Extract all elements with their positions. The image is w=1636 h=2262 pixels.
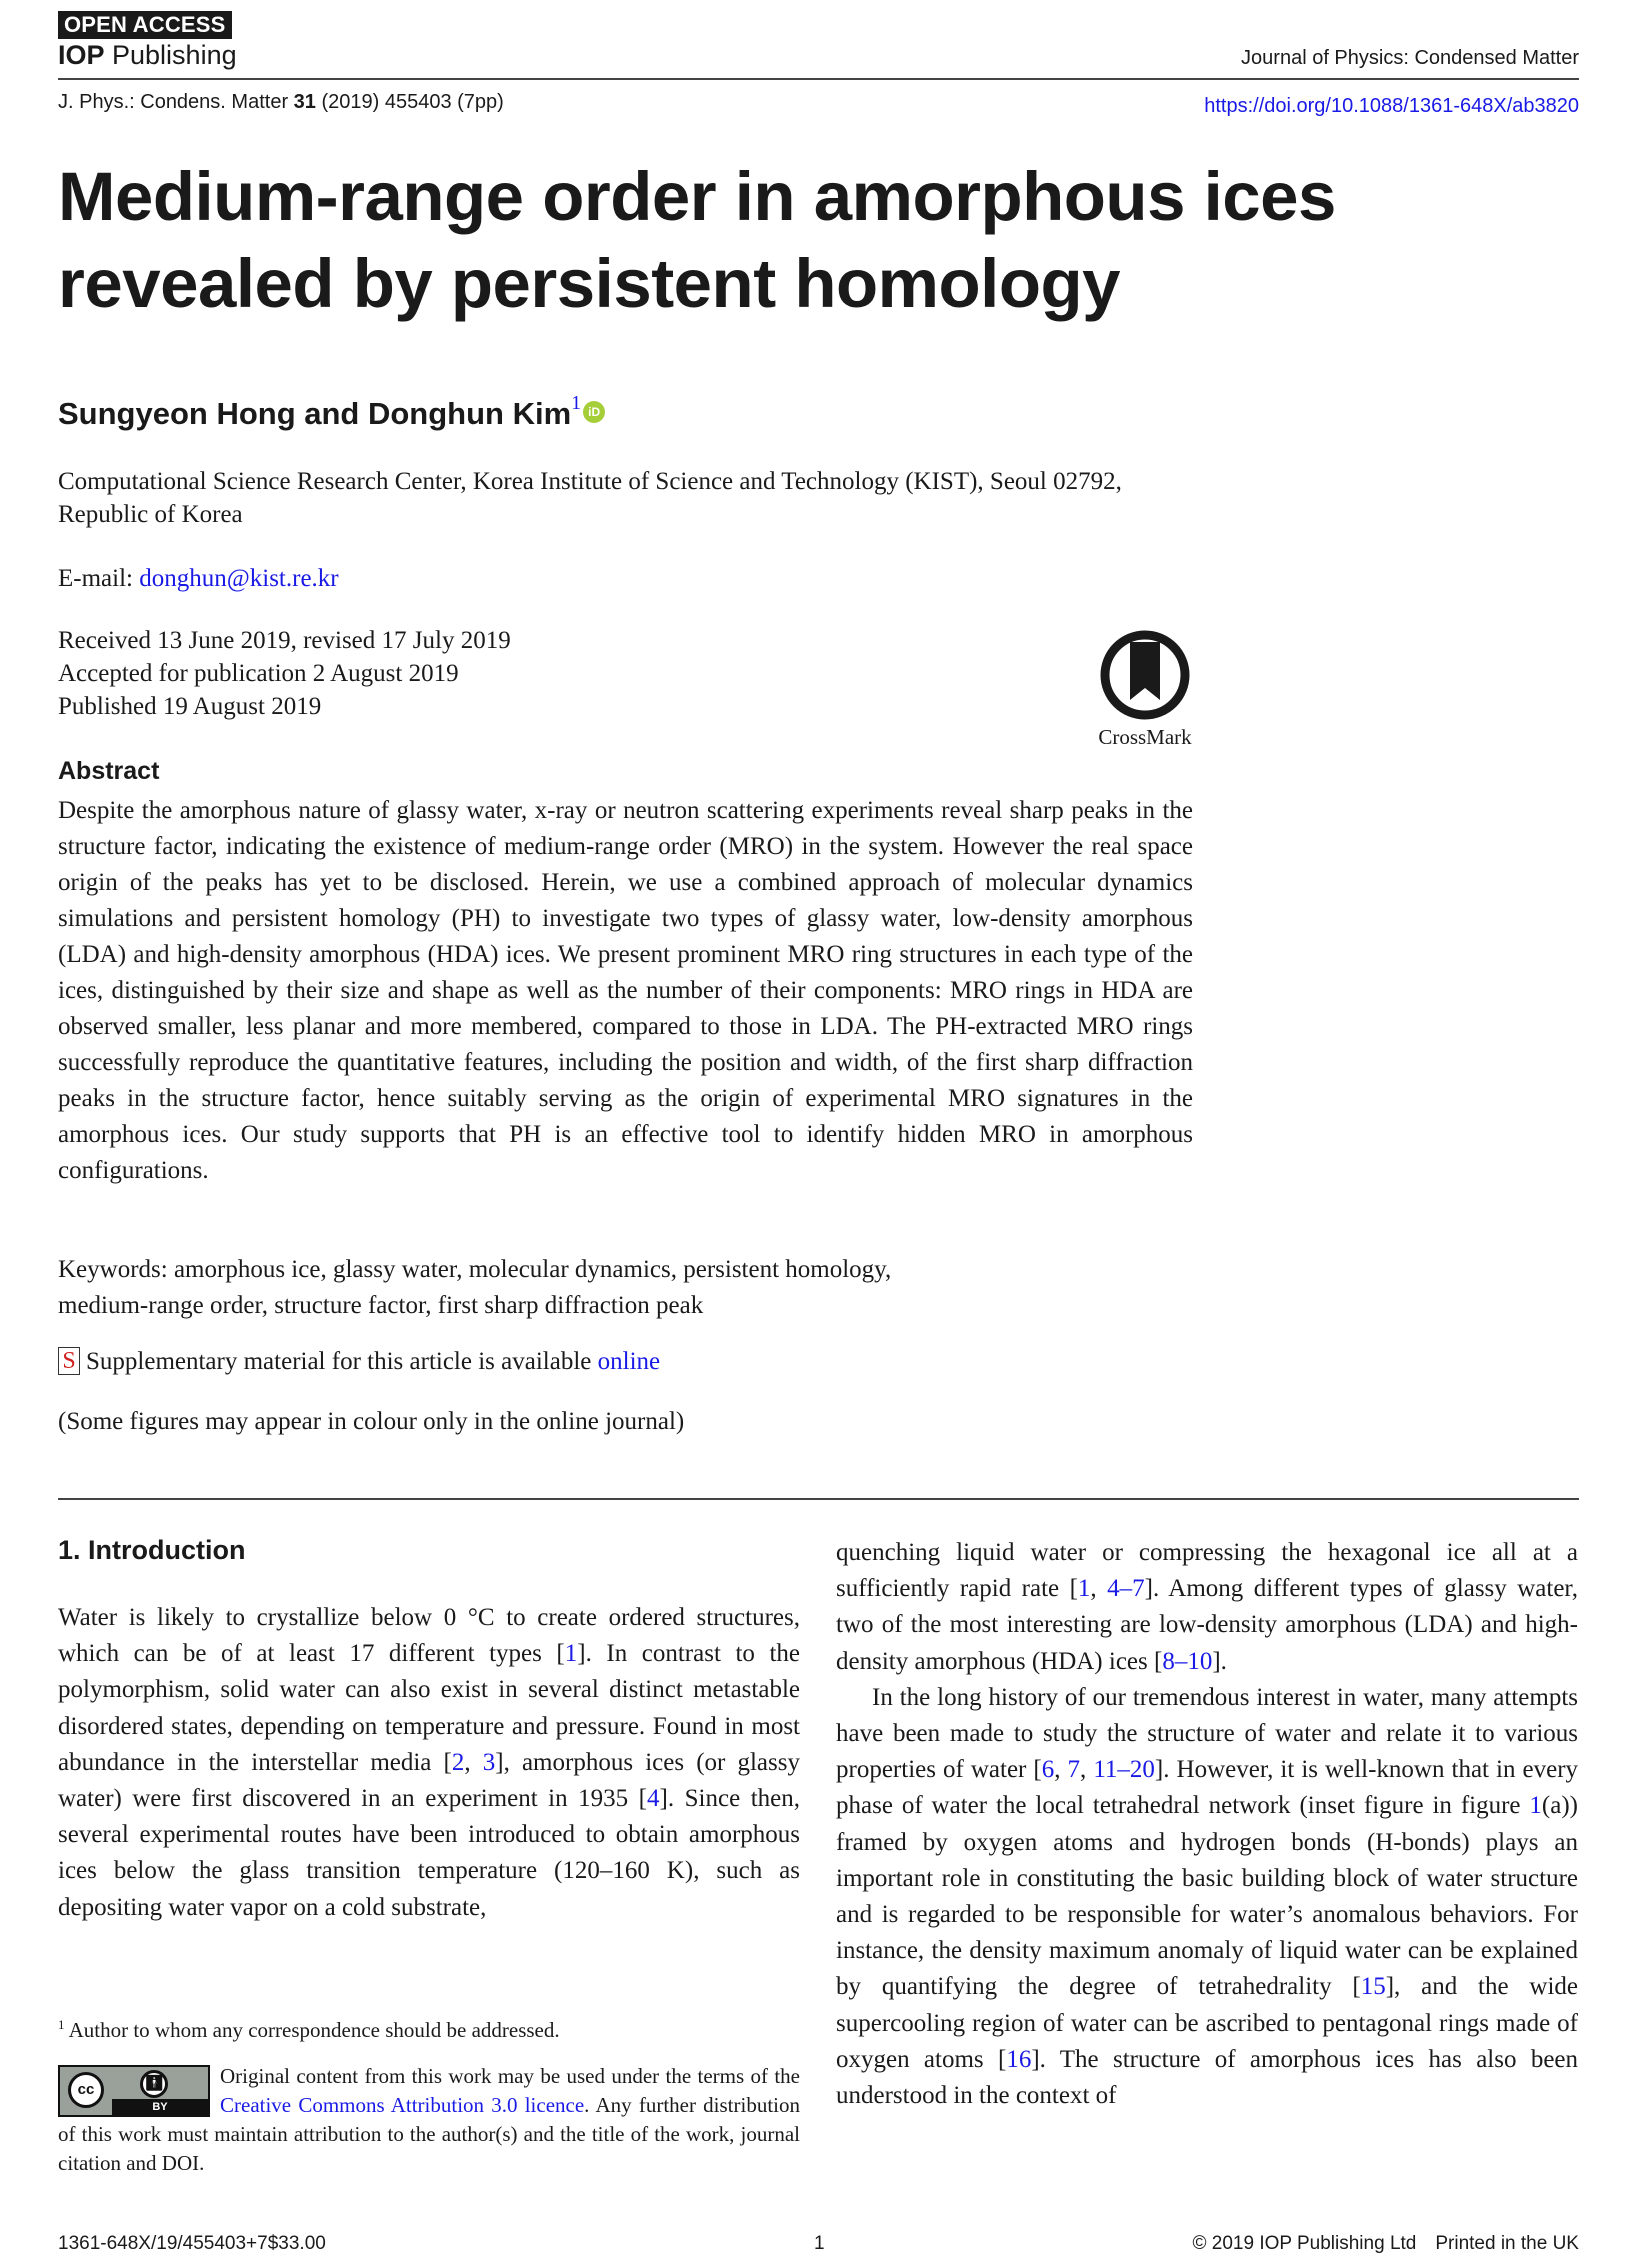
email-link[interactable]: donghun@kist.re.kr <box>139 565 339 592</box>
title-line: revealed by persistent homology <box>58 245 1120 322</box>
license-text-post: . Any further distribution of this work must maintain attribution to the author(s) and the title of the work, journal citation and DOI. <box>58 2093 801 2175</box>
cc-by-logo[interactable] <box>58 2065 210 2117</box>
published-date: Published 19 August 2019 <box>58 693 322 720</box>
reference-link[interactable]: 15 <box>1360 1973 1386 2001</box>
keywords <box>58 1252 1193 1324</box>
footnote-text: Author to whom any correspondence should be addressed. <box>64 2018 560 2042</box>
intro-left-column: Water is likely to crystallize below 0 °C to create ordered structures, which can be of at least 17 different types [1]. In contrast to the polymorphism, solid water can also exist in several distinct metastable disordered states, depending on temperature and pressure. Found in most abundance in the interstellar media [2, 3], amorphous ices (or glassy water) were first discovered in an experiment in 1935 [4]. Since then, several experimental routes have been introduced to obtain amorphous ices below the glass transition temperature (120–160 K), such as depositing water vapor on a cold substrate, <box>58 1604 800 1921</box>
keywords-line: Keywords: amorphous ice, glassy water, molecular dynamics, persistent homology, <box>58 1256 892 1283</box>
publisher-logo-rest: Publishing <box>104 40 237 70</box>
intro-paragraph: In the long history of our tremendous interest in water, many attempts have been made to study the structure of water and relate it to various properties of water [6, 7, 11–20]. However, it is well-known that in every phase of water the local tetrahedral network (inset figure in figure 1(a)) framed by oxygen atoms and hydrogen bonds (H-bonds) plays an important role in constituting the basic building block of water structure and is regarded to be responsible for water’s anomalous behaviors. For instance, the density maximum anomaly of liquid water can be explained by quantifying the degree of tetrahedrality [15], and the wide supercooling region of water can be ascribed to pentagonal rings made of oxygen atoms [16]. The structure of amorphous ices has also been understood in the context of <box>836 1683 1579 2110</box>
publisher-logo <box>58 40 237 71</box>
crossmark-label: CrossMark <box>1098 725 1192 749</box>
reference-link[interactable]: 1 <box>1529 1792 1542 1820</box>
author-footnote-mark[interactable]: 1 <box>571 392 582 414</box>
reference-link[interactable]: 1 <box>564 1640 578 1668</box>
journal-name: Journal of Physics: Condensed Matter <box>1241 47 1579 69</box>
correspondence-footnote <box>58 2017 560 2043</box>
reference-link[interactable]: 3 <box>482 1748 496 1776</box>
publication-dates <box>58 624 511 723</box>
email-line <box>58 562 339 595</box>
publisher-logo-bold: IOP <box>58 40 105 70</box>
license-link[interactable]: Creative Commons Attribution 3.0 licence <box>220 2093 585 2117</box>
article-title <box>58 153 1558 327</box>
supplementary-text: Supplementary material for this article is available <box>86 1348 598 1375</box>
affiliation-line: Computational Science Research Center, Korea Institute of Science and Technology (KIST), Seoul 02792, <box>58 468 1122 495</box>
page-number: 1 <box>814 2233 825 2254</box>
colour-note: (Some figures may appear in colour only in the online journal) <box>58 1408 685 1435</box>
affiliation <box>58 465 1258 531</box>
journal-citation <box>58 91 504 114</box>
cc-icon: cc <box>68 2072 104 2108</box>
reference-link[interactable]: 16 <box>1006 2045 1032 2073</box>
footer-code: 1361-648X/19/455403+7$33.00 <box>58 2233 326 2254</box>
intro-paragraph: quenching liquid water or compressing the hexagonal ice all at a sufficiently rapid rate [1, 4–7]. Among different types of glassy water, two of the most interesting are low-density amorphous (LDA) and high-density amorphous (HDA) ices [8–10]. <box>836 1539 1579 1675</box>
author-names: Sungyeon Hong and Donghun Kim <box>58 396 572 431</box>
reference-link[interactable]: 6 <box>1041 1756 1055 1784</box>
body-divider <box>58 1498 1579 1500</box>
by-label: BY <box>112 2099 208 2115</box>
received-date: Received 13 June 2019, revised 17 July 2019 <box>58 627 511 654</box>
reference-link[interactable]: 4–7 <box>1107 1575 1145 1603</box>
reference-link[interactable]: 4 <box>647 1785 660 1813</box>
abstract-text: Despite the amorphous nature of glassy water, x-ray or neutron scattering experiments reveal sharp peaks in the structure factor, indicating the existence of medium-range order (MRO) in the system. However the real space origin of the peaks has yet to be disclosed. Herein, we use a combined approach of molecular dynamics simulations and persistent homology (PH) to investigate two types of glassy water, low-density amorphous (LDA) and high-density amorphous (HDA) ices. We present prominent MRO ring structures in each type of the ices, distinguished by their size and shape as well as the number of their components: MRO rings in HDA are observed smaller, less planar and more membered, compared to those in LDA. The PH-extracted MRO rings successfully reproduce the quantitative features, including the position and width, of the first sharp diffraction peaks in the structure factor, hence suitably serving as the origin of experimental MRO signatures in the amorphous ices. Our study supports that PH is an effective tool to identify hidden MRO in amorphous configurations. <box>58 797 1193 1184</box>
citation-suffix: (2019) 455403 (7pp) <box>315 91 504 113</box>
orcid-icon[interactable]: iD <box>583 401 605 423</box>
author-list <box>58 392 605 432</box>
reference-link[interactable]: 1 <box>1077 1575 1091 1603</box>
title-line: Medium-range order in amorphous ices <box>58 158 1336 235</box>
accepted-date: Accepted for publication 2 August 2019 <box>58 660 459 687</box>
reference-link[interactable]: 11–20 <box>1093 1756 1155 1784</box>
footnote-mark: 1 <box>58 2017 65 2032</box>
intro-right-column <box>836 1535 1578 2114</box>
license-text-pre: Original content from this work may be used under the terms of the <box>220 2064 800 2088</box>
abstract-heading: Abstract <box>58 757 160 785</box>
supplementary-link[interactable]: online <box>597 1348 661 1375</box>
reference-link[interactable]: 7 <box>1067 1756 1081 1784</box>
section-heading-introduction: 1. Introduction <box>58 1535 246 1565</box>
footer-copyright: © 2019 IOP Publishing Ltd Printed in the UK <box>1192 2233 1579 2254</box>
doi-link[interactable]: https://doi.org/10.1088/1361-648X/ab3820 <box>1204 95 1579 117</box>
crossmark-icon <box>1100 630 1190 720</box>
reference-link[interactable]: 8–10 <box>1162 1647 1213 1675</box>
crossmark-button[interactable] <box>1090 630 1200 750</box>
supplementary-note <box>58 1348 660 1377</box>
header-divider <box>58 78 1579 80</box>
supplementary-icon: S <box>58 1347 80 1375</box>
attribution-person-icon: 🚹︎ <box>140 2070 168 2098</box>
email-label: E-mail: <box>58 565 140 592</box>
keywords-line: medium-range order, structure factor, first sharp diffraction peak <box>58 1292 704 1319</box>
citation-volume: 31 <box>293 91 316 113</box>
citation-prefix: J. Phys.: Condens. Matter <box>58 91 294 113</box>
affiliation-line: Republic of Korea <box>58 501 243 528</box>
reference-link[interactable]: 2 <box>451 1748 465 1776</box>
open-access-badge: OPEN ACCESS <box>58 11 232 39</box>
license-note <box>58 2062 800 2178</box>
